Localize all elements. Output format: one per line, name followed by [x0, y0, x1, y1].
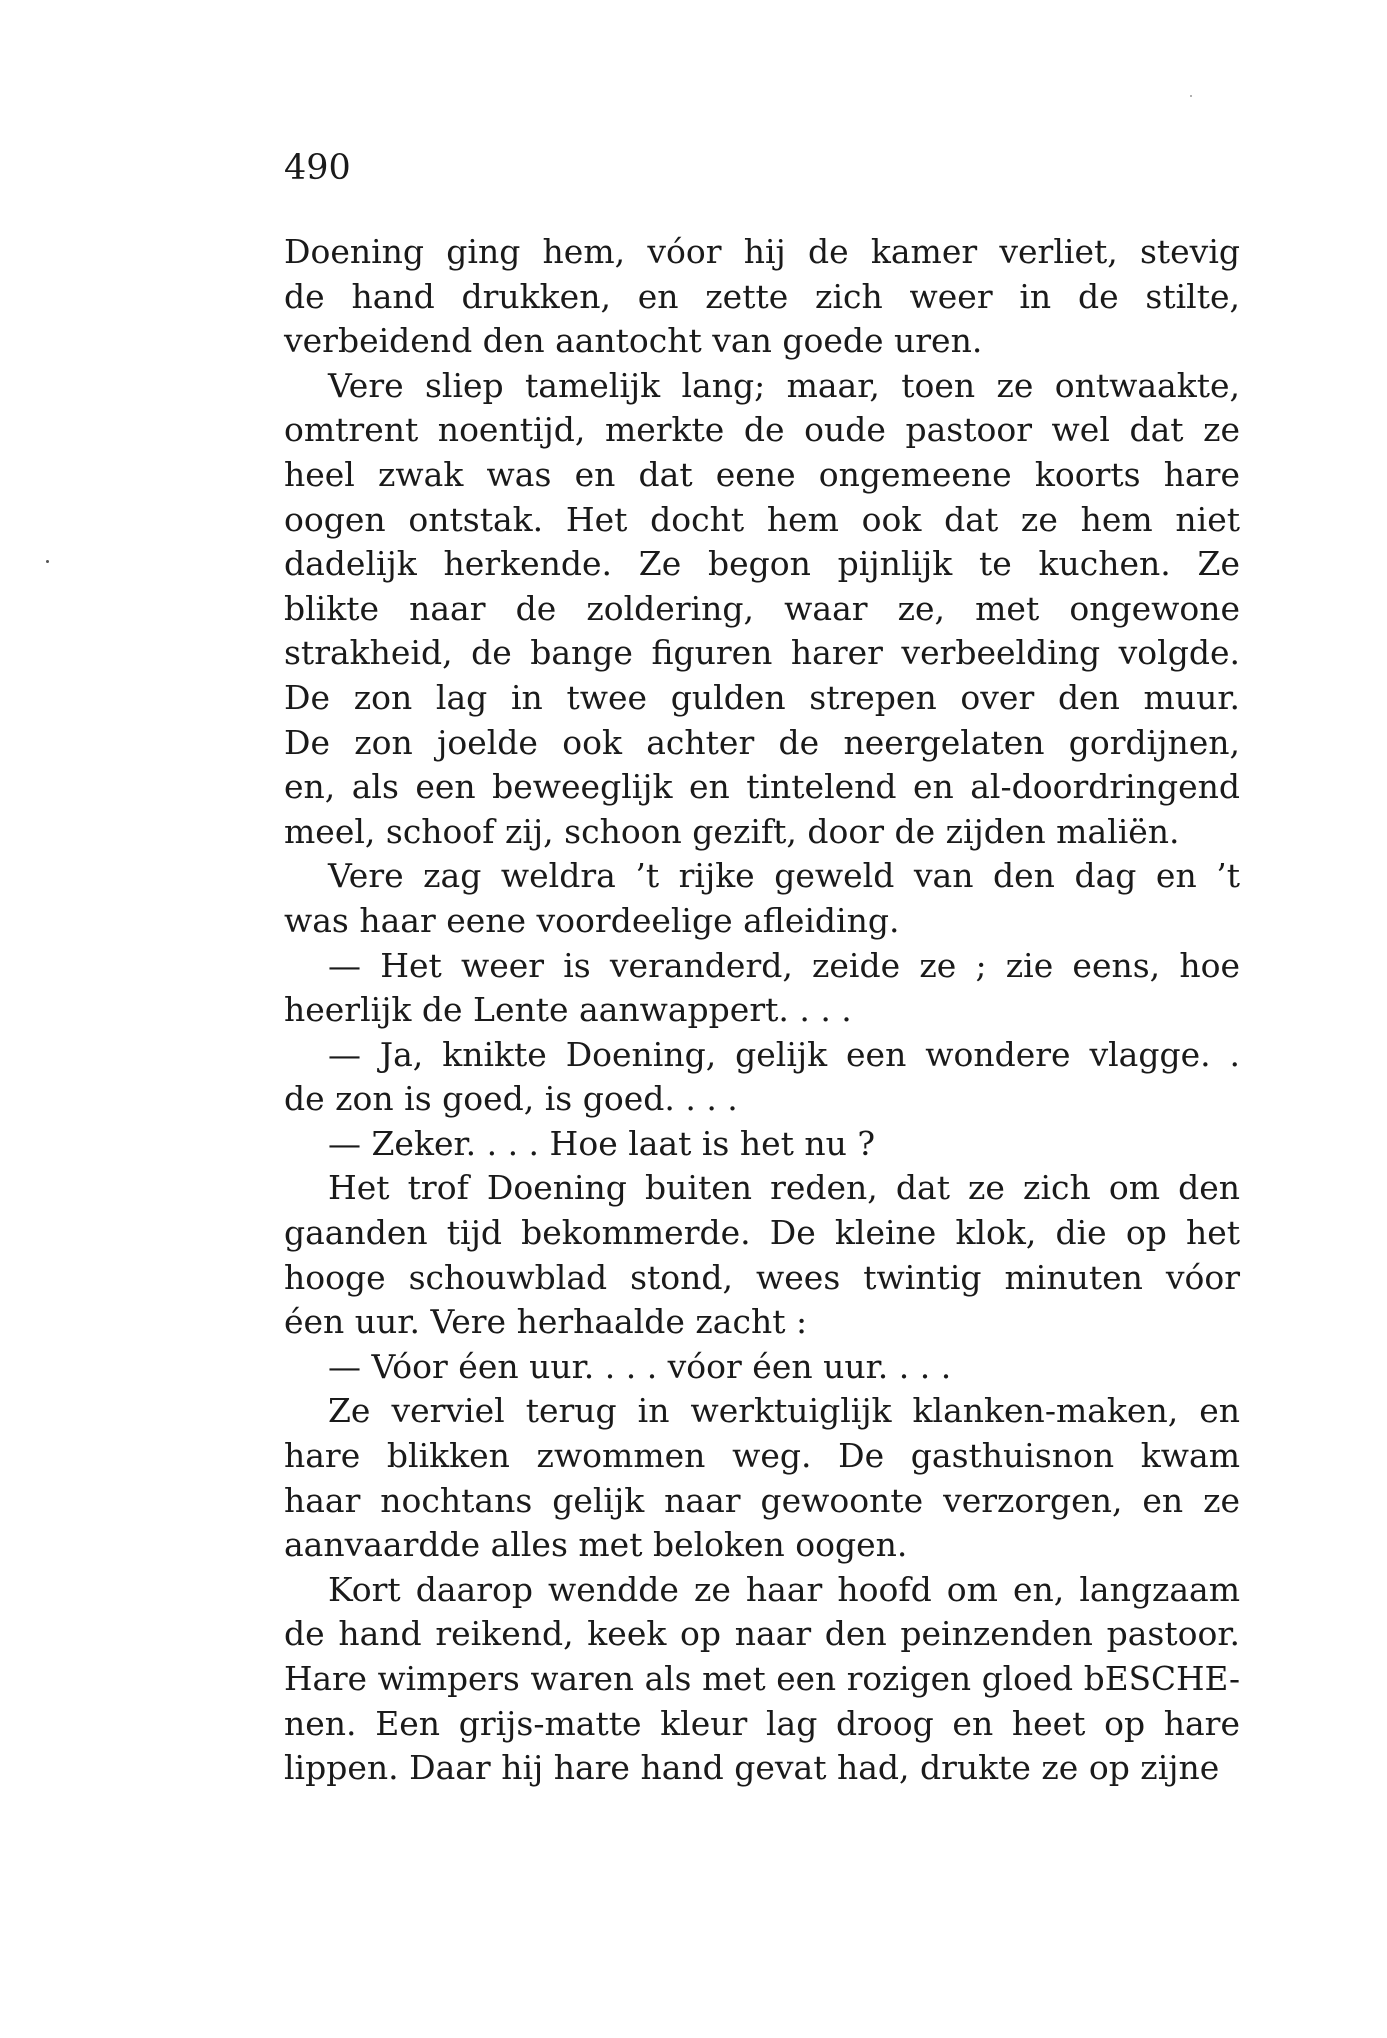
text-line: de hand reikend, keek op naar den peinzenden pastoor.	[284, 1614, 1240, 1654]
paragraph	[284, 1345, 1240, 1390]
text-line: meel, schoof zij, schoon gezift, door de zijden maliën.	[284, 811, 1180, 851]
text-line: heerlijk de Lente aanwappert. . . .	[284, 990, 852, 1030]
text-line: en, als een beweeglijk en tintelend en al-doordringend	[284, 767, 1240, 807]
paragraph	[284, 944, 1240, 1033]
text-line: De zon lag in twee gulden strepen over den muur.	[284, 677, 1240, 717]
text-line: aanvaardde alles met beloken oogen.	[284, 1525, 908, 1565]
text-line: Vere zag weldra ’t rijke geweld van den dag en ’t	[328, 856, 1240, 896]
text-line: éen uur. Vere herhaalde zacht :	[284, 1302, 808, 1342]
text-line: nen. Een grijs-matte kleur lag droog en heet op hare	[284, 1703, 1240, 1743]
text-line: blikte naar de zoldering, waar ze, met ongewone	[284, 588, 1240, 628]
paragraph	[284, 1568, 1240, 1791]
text-line: omtrent noentijd, merkte de oude pastoor wel dat ze	[284, 410, 1240, 450]
text-line: gaanden tijd bekommerde. De kleine klok, die op het	[284, 1213, 1240, 1253]
text-line: hare blikken zwommen weg. De gasthuisnon kwam	[284, 1436, 1240, 1476]
text-line: lippen. Daar hij hare hand gevat had, drukte ze op zijne	[284, 1748, 1220, 1788]
text-line: — Vóor éen uur. . . . vóor éen uur. . . .	[328, 1346, 952, 1386]
text-line: oogen ontstak. Het docht hem ook dat ze hem niet	[284, 499, 1240, 539]
text-line: Vere sliep tamelijk lang; maar, toen ze ontwaakte,	[328, 365, 1240, 405]
text-line: Ze verviel terug in werktuiglijk klanken-maken, en	[328, 1391, 1240, 1431]
text-line: haar nochtans gelijk naar gewoonte verzorgen, en ze	[284, 1480, 1240, 1520]
text-line: Doening ging hem, vóor hij de kamer verliet, stevig	[284, 232, 1240, 271]
text-line: De zon joelde ook achter de neergelaten gordijnen,	[284, 722, 1240, 762]
text-line: verbeidend den aantocht van goede uren.	[284, 321, 983, 361]
paragraph	[284, 1033, 1240, 1122]
text-line: heel zwak was en dat eene ongemeene koorts hare	[284, 454, 1240, 494]
text-line: strakheid, de bange figuren harer verbeelding volgde.	[284, 633, 1240, 673]
text-line: de hand drukken, en zette zich weer in de stilte,	[284, 276, 1240, 316]
speck-mark	[1190, 95, 1192, 97]
body-text	[284, 230, 1240, 1791]
text-line: was haar eene voordeelige afleiding.	[284, 900, 900, 940]
paragraph	[284, 1166, 1240, 1344]
paragraph	[284, 364, 1240, 855]
text-line: — Het weer is veranderd, zeide ze ; zie eens, hoe	[328, 945, 1240, 985]
text-line: — Zeker. . . . Hoe laat is het nu ?	[328, 1123, 876, 1163]
text-line: — Ja, knikte Doening, gelijk een wondere vlagge. .	[328, 1034, 1240, 1074]
text-line: dadelijk herkende. Ze begon pijnlijk te kuchen. Ze	[284, 544, 1240, 584]
paragraph	[284, 230, 1240, 364]
text-line: Het trof Doening buiten reden, dat ze zich om den	[328, 1168, 1240, 1208]
text-line: de zon is goed, is goed. . . .	[284, 1079, 738, 1119]
text-line: Kort daarop wendde ze haar hoofd om en, langzaam	[328, 1569, 1240, 1609]
paragraph	[284, 1389, 1240, 1567]
text-line: hooge schouwblad stond, wees twintig minuten vóor	[284, 1257, 1240, 1297]
text-line: Hare wimpers waren als met een rozigen gloed bESCHE-	[284, 1660, 1240, 1698]
paragraph	[284, 1122, 1240, 1167]
speck-mark	[46, 560, 49, 563]
paragraph	[284, 854, 1240, 943]
page-number: 490	[284, 148, 351, 188]
